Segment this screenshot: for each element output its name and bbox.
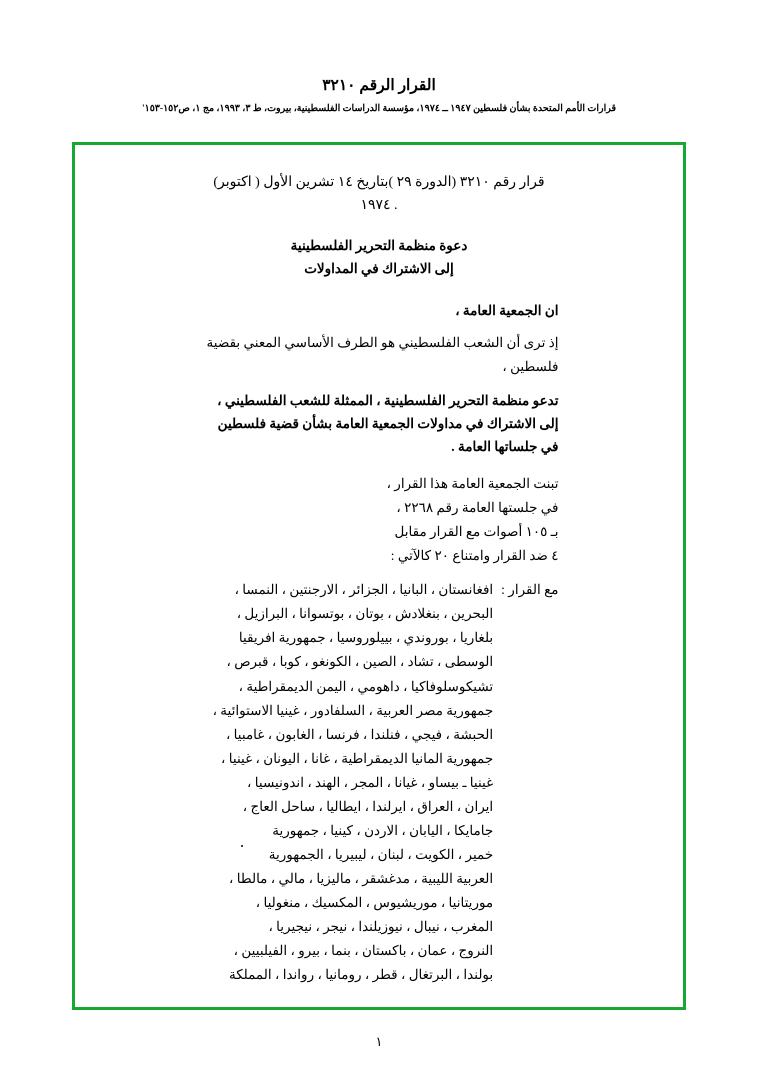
resolution-preamble-paragraph: إذ ترى أن الشعب الفلسطيني هو الطرف الأساسي المعني بقضية فلسطين ، — [206, 335, 559, 374]
page-number: ١ — [375, 1034, 383, 1049]
document-source-citation: قرارات الأمم المتحدة بشأن فلسطين ١٩٤٧ ــ ١٩٧٤، مؤسسة الدراسات الفلسطينية، بيروت، ط ٣، ١٩٩٣، مج ١، ص١٥٢-١٥٣' — [141, 104, 617, 115]
countries-line: المغرب ، نيبال ، نيوزيلندا ، نيجر ، نيجيريا ، — [268, 918, 494, 934]
vote-line-1: تبنت الجمعية العامة هذا القرار ، — [386, 476, 559, 492]
countries-line: افغانستان ، البانيا ، الجزائر ، الارجنتين ، النمسا ، — [234, 582, 494, 598]
countries-line: خمير ، الكويت ، لبنان ، ليبيريا ، الجمهورية — [268, 846, 494, 862]
countries-line: تشيكوسلوفاكيا ، داهومي ، اليمن الديمقراطية ، — [238, 678, 494, 694]
green-border-frame — [72, 142, 686, 1010]
countries-line: بلغاريا ، بوروندي ، بييلوروسيا ، جمهورية افريقيا — [238, 630, 494, 646]
vote-summary — [199, 472, 558, 568]
resolution-heading-line1: قرار رقم ٣٢١٠ (الدورة ٢٩ )بتاريخ ١٤ تشرين الأول ( اكتوبر) — [213, 175, 545, 190]
resolution-body — [199, 299, 558, 458]
resolution-subject — [107, 235, 651, 281]
countries-line: النروج ، عمان ، باكستان ، بنما ، بيرو ، الفيلبيين ، — [233, 942, 494, 958]
countries-line: العربية الليبية ، مدغشقر ، ماليزيا ، مالي ، مالطا ، — [229, 870, 494, 886]
document-content — [75, 171, 683, 987]
resolution-subject-line1: دعوة منظمة التحرير الفلسطينية — [290, 238, 468, 254]
resolution-operative-paragraph: تدعو منظمة التحرير الفلسطينية ، الممثلة للشعب الفلسطيني ، إلى الاشتراك في مداولات الجمعية العامة بشأن قضية فلسطين في جلساتها العامة . — [217, 392, 559, 455]
countries-line: جمهورية مصر العربية ، السلفادور ، غينيا الاستوائية ، — [212, 702, 494, 718]
countries-line: الحبشة ، فيجي ، فنلندا ، فرنسا ، الغابون ، غامبيا ، — [225, 726, 494, 742]
countries-in-favour — [199, 578, 558, 986]
countries-line: غينيا ـ بيساو ، غيانا ، المجر ، الهند ، اندونيسيا ، — [247, 774, 494, 790]
countries-label: مع القرار : — [501, 582, 559, 598]
countries-line: جمهورية المانيا الديمقراطية ، غانا ، اليونان ، غينيا ، — [221, 750, 494, 766]
document-title: القرار الرقم ٣٢١٠ — [322, 77, 436, 94]
page-header — [0, 76, 758, 116]
countries-line: بولندا ، البرتغال ، قطر ، رومانيا ، رواندا ، المملكة — [228, 966, 494, 982]
countries-line: موريتانيا ، موريشيوس ، المكسيك ، منغوليا ، — [255, 894, 494, 910]
vote-line-4: ٤ ضد القرار وامتناع ٢٠ كالآتي : — [390, 548, 559, 564]
vote-line-3: بـ ١٠٥ أصوات مع القرار مقابل — [394, 524, 559, 540]
resolution-subject-line2: إلى الاشتراك في المداولات — [304, 261, 454, 277]
countries-line: ايران ، العراق ، ايرلندا ، ايطاليا ، ساحل العاج ، — [242, 798, 494, 814]
countries-list — [199, 578, 493, 986]
countries-line: جامايكا ، اليابان ، الاردن ، كينيا ، جمهورية — [272, 822, 494, 838]
resolution-opening: ان الجمعية العامة ، — [455, 303, 559, 319]
countries-line: الوسطى ، تشاد ، الصين ، الكونغو ، كوبا ، قبرص ، — [226, 654, 494, 670]
resolution-heading-line2: . ١٩٧٤ — [360, 198, 398, 214]
resolution-heading — [167, 171, 591, 217]
page-speck — [241, 845, 243, 847]
vote-line-2: في جلستها العامة رقم ٢٢٦٨ ، — [396, 500, 559, 516]
countries-line: البحرين ، بنغلادش ، بوتان ، بوتسوانا ، البرازيل ، — [236, 606, 494, 622]
